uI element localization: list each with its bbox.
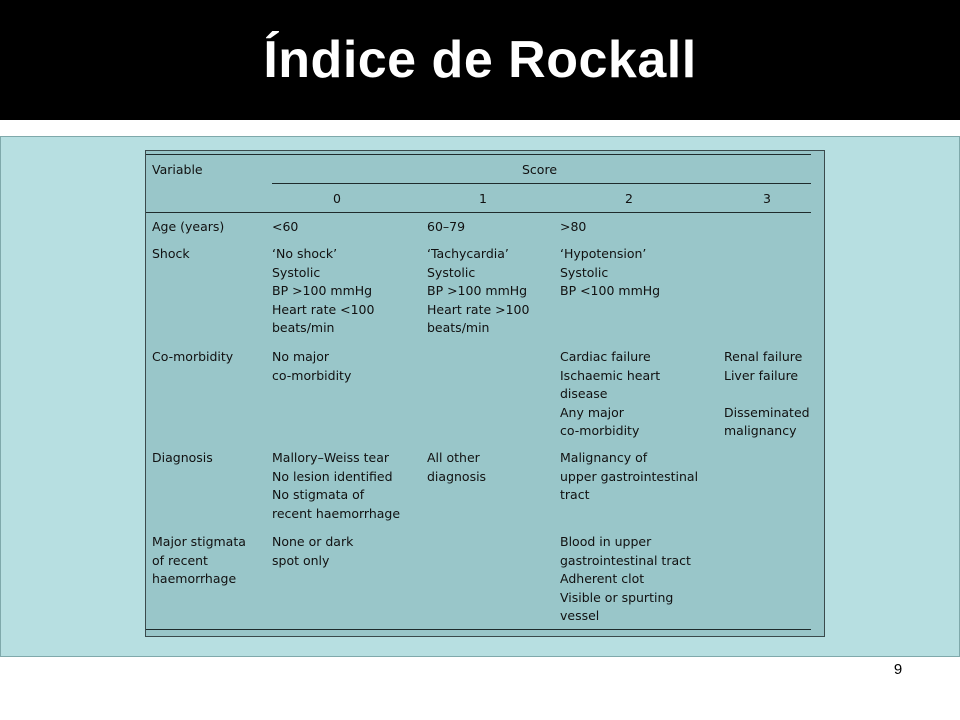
cell-line: upper gastrointestinal <box>560 468 699 484</box>
cell-line: Ischaemic heart <box>560 367 661 383</box>
score-header-rule <box>272 183 811 184</box>
cell-line: diagnosis <box>427 468 487 484</box>
row-comorbidity-score-0 <box>272 348 351 385</box>
cell-line: None or dark <box>272 534 354 549</box>
cell-line: <60 <box>272 219 299 234</box>
row-shock-score-1 <box>427 245 529 338</box>
title-bar <box>0 0 960 120</box>
cell-line: Systolic <box>272 264 321 280</box>
slide-title: Índice de Rockall <box>263 31 697 89</box>
cell-line: malignancy <box>724 423 797 438</box>
cell-line: Blood in upper <box>560 534 652 549</box>
cell-line: No major <box>272 349 330 364</box>
cell-line: vessel <box>560 608 600 623</box>
cell-line: haemorrhage <box>152 571 237 586</box>
cell-line: Liver failure <box>724 367 799 383</box>
cell-line: spot only <box>272 552 330 568</box>
row-shock-variable <box>152 245 190 264</box>
header-score-2: 2 <box>625 191 633 206</box>
cell-line: Malignancy of <box>560 450 648 465</box>
cell-line: BP <100 mmHg <box>560 283 661 298</box>
row-comorbidity-score-3 <box>724 348 810 441</box>
cell-line: co-morbidity <box>560 423 640 438</box>
cell-line: ‘Hypotension’ <box>560 246 647 261</box>
cell-line: Co-morbidity <box>152 349 234 364</box>
header-score-1: 1 <box>479 191 487 206</box>
cell-line: Visible or spurting <box>560 589 674 605</box>
cell-line: Any major <box>560 404 624 420</box>
row-shock-score-2 <box>560 245 660 301</box>
row-diagnosis-variable <box>152 449 213 468</box>
rockall-table <box>145 150 825 637</box>
cell-line: Renal failure <box>724 349 803 364</box>
row-stigmata-score-0 <box>272 533 353 570</box>
cell-line: ‘No shock’ <box>272 246 338 261</box>
row-age-score-0 <box>272 218 298 237</box>
header-score: Score <box>522 162 558 177</box>
row-stigmata-score-2 <box>560 533 691 626</box>
cell-line: of recent <box>152 552 208 568</box>
cell-line: co-morbidity <box>272 367 352 383</box>
cell-line: Shock <box>152 246 190 261</box>
cell-line: 60–79 <box>427 219 466 234</box>
cell-line: No lesion identified <box>272 468 393 484</box>
cell-line: BP >100 mmHg <box>427 283 528 298</box>
header-variable: Variable <box>152 162 203 177</box>
cell-line: beats/min <box>272 320 335 335</box>
row-stigmata-variable <box>152 533 246 589</box>
cell-line: Heart rate <100 <box>272 301 375 317</box>
cell-line: Major stigmata <box>152 534 246 549</box>
cell-line: >80 <box>560 219 587 234</box>
table-top-rule <box>146 154 811 155</box>
cell-line: ‘Tachycardia’ <box>427 246 509 261</box>
cell-line: Adherent clot <box>560 571 645 586</box>
cell-line: Cardiac failure <box>560 349 651 364</box>
header-score-3: 3 <box>763 191 771 206</box>
row-age-score-2 <box>560 218 586 237</box>
cell-line: tract <box>560 487 590 502</box>
row-comorbidity-score-2 <box>560 348 660 441</box>
page-number: 9 <box>893 661 903 678</box>
row-shock-score-0 <box>272 245 374 338</box>
cell-line: All other <box>427 450 480 465</box>
cell-line: gastrointestinal tract <box>560 552 691 568</box>
row-comorbidity-variable <box>152 348 233 367</box>
row-age-variable <box>152 218 224 237</box>
cell-line: beats/min <box>427 320 490 335</box>
cell-line: BP >100 mmHg <box>272 283 373 298</box>
cell-line: Heart rate >100 <box>427 301 530 317</box>
row-diagnosis-score-2 <box>560 449 698 505</box>
cell-line: Systolic <box>560 264 609 280</box>
cell-line: No stigmata of <box>272 487 365 502</box>
row-diagnosis-score-0 <box>272 449 400 523</box>
header-bottom-rule <box>146 212 811 213</box>
cell-line: Disseminated <box>724 404 810 420</box>
cell-line: recent haemorrhage <box>272 505 401 521</box>
cell-line: Mallory–Weiss tear <box>272 450 390 465</box>
table-bottom-rule <box>146 629 811 630</box>
row-diagnosis-score-1 <box>427 449 486 486</box>
cell-line: Systolic <box>427 264 476 280</box>
cell-line: Age (years) <box>152 219 225 234</box>
cell-line: disease <box>560 386 608 401</box>
header-score-0: 0 <box>333 191 341 206</box>
cell-line: Diagnosis <box>152 450 213 465</box>
row-age-score-1 <box>427 218 465 237</box>
cell-line <box>724 385 810 404</box>
